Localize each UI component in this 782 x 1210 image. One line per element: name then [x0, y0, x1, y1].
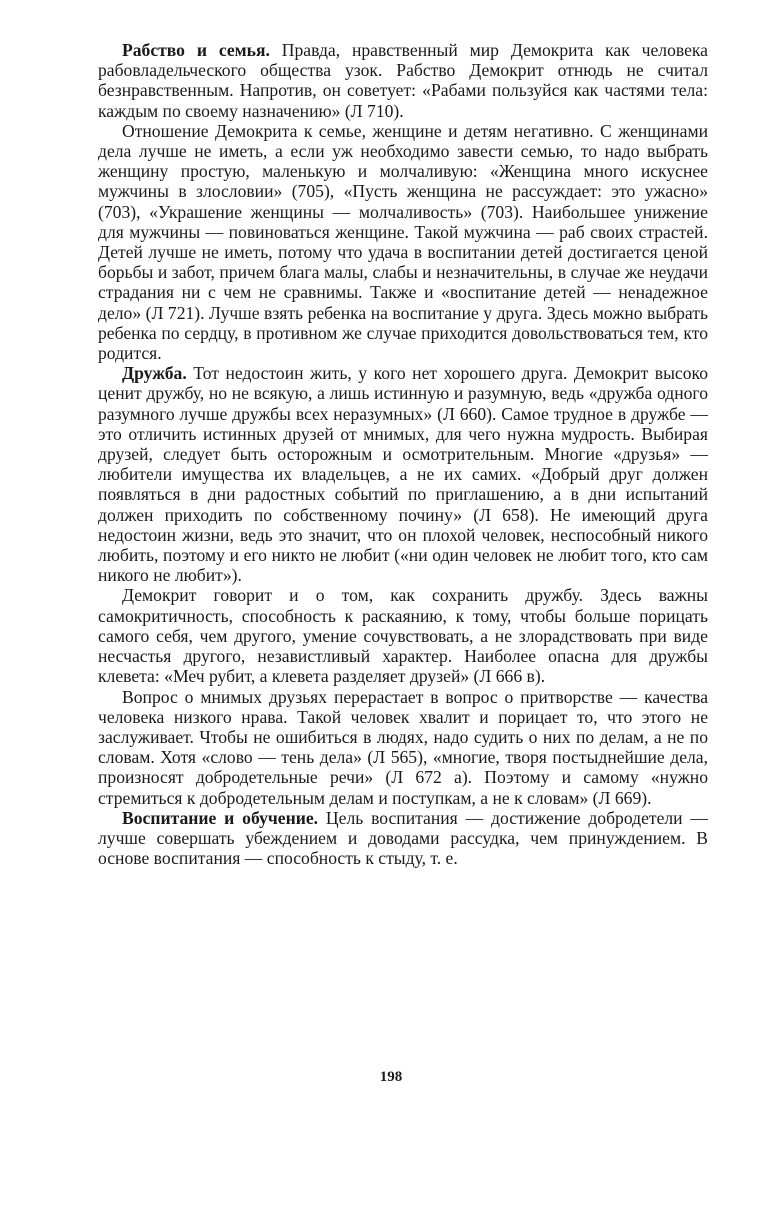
page-number: 198	[379, 1069, 403, 1085]
section-heading-friendship: Дружба.	[122, 363, 187, 384]
paragraph-family-attitude	[98, 121, 708, 363]
section-heading-slavery-family: Рабство и семья.	[122, 40, 270, 60]
paragraph-text: Отношение Демокрита к семье, женщине и детям негативно. С женщинами дела лучше не иметь, а если уж необходимо завести семью, то надо выбрать женщину простую, маленькую и молчаливую: «Женщина много искуснее мужчины в злословии» (705), «Пусть женщина не рассуждает: это ужасно» (703), «Украшение женщины — молчаливость» (703). Наибольшее унижение для мужчины — повиноваться женщине. Такой мужчина — раб своих страстей. Детей лучше не иметь, потому что удача в воспитании детей достигается ценой борьбы и забот, причем блага малы, слабы и незначительны, в случае же неудачи страдания ни с чем не сравнимы. Также и «воспитание детей — ненадежное дело» (Л 721). Лучше взять ребенка на воспитание у друга. Здесь можно выбрать ребенка по сердцу, в противном же случае приходится довольствоваться тем, кто родится.	[98, 120, 708, 364]
paragraph-keeping-friendship	[98, 585, 708, 686]
paragraph-education	[98, 808, 708, 869]
paragraph-friendship	[98, 363, 708, 585]
paragraph-slavery-family	[98, 40, 708, 121]
paragraph-text: Вопрос о мнимых друзьях перерастает в вопрос о притворстве — качества человека низкого нрава. Такой человек хвалит и порицает то, что этого не заслуживает. Чтобы не ошибиться в людях, надо судить о них по делам, а не по словам. Хотя «слово — тень дела» (Л 565), «многие, творя постыднейшие дела, произносят добродетельные речи» (Л 672 а). Поэтому и самому «нужно стремиться к добродетельным делам и поступкам, а не к словам» (Л 669).	[98, 686, 708, 808]
paragraph-text: Цель воспитания — достижение добродетели — лучше совершать убеждением и доводами рассудка, чем принуждением. В основе воспитания — способность к стыду, т. е.	[98, 807, 709, 869]
paragraph-text: Тот недостоин жить, у кого нет хорошего друга. Демокрит высоко ценит дружбу, но не всякую, а лишь истинную и разумную, ведь «дружба одного разумного лучше дружбы всех неразумных» (Л 660). Самое трудное в дружбе — это отличить истинных друзей от мнимых, для чего нужна мудрость. Выбирая друзей, следует быть осторожным и осмотрительным. Многие «друзья» — любители имущества их владельцев, а не их самих. «Добрый друг должен появляться в дни радостных событий по приглашению, а в дни испытаний должен приходить по собственному почину» (Л 658). Не имеющий друга недостоин жизни, ведь это значит, что он плохой человек, неспособный никого любить, поэтому и его никто не любит («ни один человек не любит того, кто сам никого не любит»).	[98, 363, 708, 586]
paragraph-text: Правда, нравственный мир Демокрита как человека рабовладельческого общества узок. Рабство Демокрит отнюдь не считал безнравственным. Напротив, он советует: «Рабами пользуйся как частями тела: каждым по своему назначению» (Л 710).	[98, 40, 708, 121]
body-text	[98, 40, 708, 868]
paragraph-false-friends	[98, 687, 708, 808]
section-heading-education: Воспитание и обучение.	[122, 807, 319, 828]
paragraph-text: Демокрит говорит и о том, как сохранить дружбу. Здесь важны самокритичность, способность к раскаянию, к тому, чтобы больше порицать самого себя, чем другого, умение сочувствовать, а не злорадствовать при виде несчастья другого, независтливый характер. Наиболее опасна для дружбы клевета: «Меч рубит, а клевета разделяет друзей» (Л 666 в).	[98, 585, 708, 687]
